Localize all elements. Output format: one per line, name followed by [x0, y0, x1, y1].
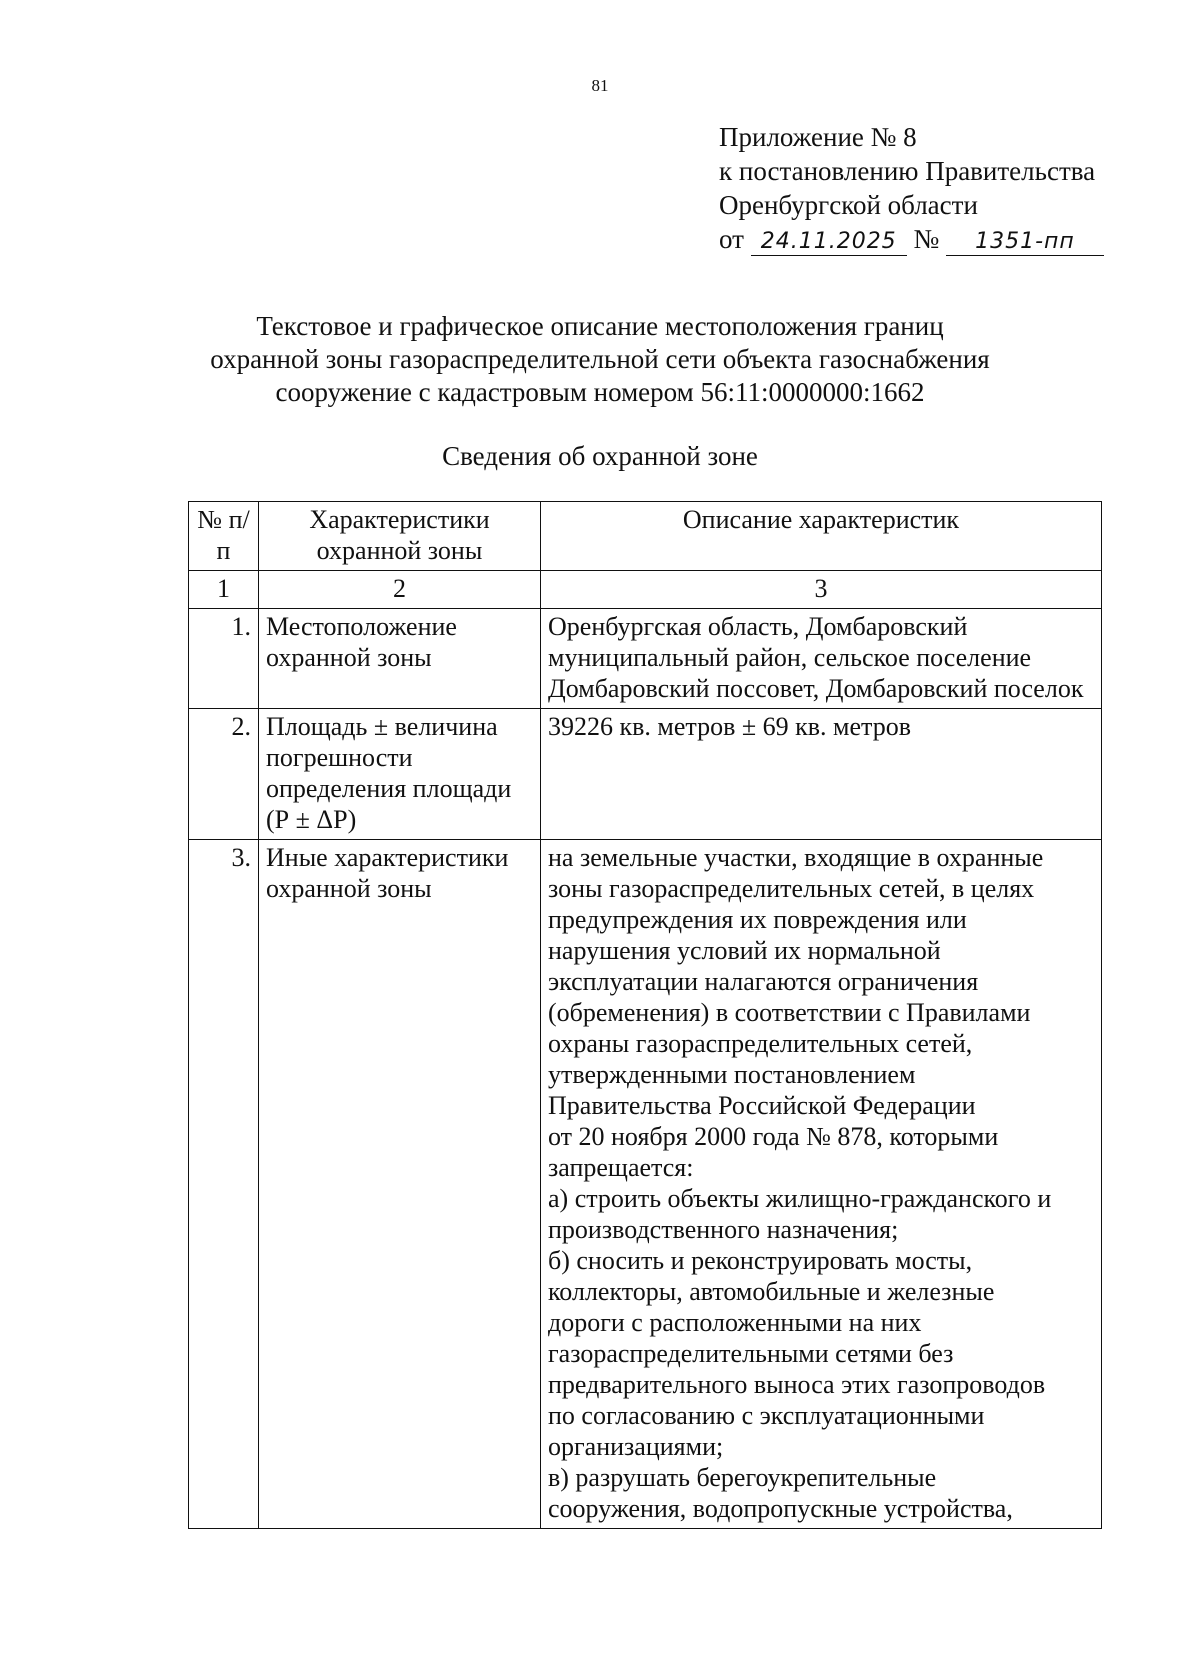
- description-line: нарушения условий их нормальной: [548, 936, 941, 965]
- description-line: в) разрушать берегоукрепительные: [548, 1463, 937, 1492]
- row-description: [541, 840, 1102, 1529]
- handwritten-date: 24.11.2025: [751, 229, 907, 256]
- header-description: Описание характеристик: [541, 502, 1102, 571]
- description-line: Правительства Российской Федерации: [548, 1091, 976, 1120]
- section-subtitle: Сведения об охранной зоне: [442, 441, 758, 471]
- appendix-line-2: к постановлению Правительства: [719, 156, 1096, 186]
- description-line: предупреждения их повреждения или: [548, 905, 967, 934]
- row-characteristic: Иные характеристики охранной зоны: [259, 840, 541, 1529]
- row-number: 1.: [189, 609, 259, 709]
- date-prefix: от: [719, 224, 744, 254]
- header-number: № п/п: [189, 502, 259, 571]
- description-line: предварительного выноса этих газопроводов: [548, 1370, 1046, 1399]
- document-title: [0, 310, 1200, 409]
- description-line: коллекторы, автомобильные и железные: [548, 1277, 995, 1306]
- title-line-3: сооружение с кадастровым номером 56:11:0000000:1662: [275, 377, 925, 407]
- index-cell: 1: [189, 571, 259, 609]
- table-index-row: [189, 571, 1102, 609]
- handwritten-number: 1351-пп: [946, 229, 1104, 256]
- description-line: газораспределительными сетями без: [548, 1339, 954, 1368]
- description-line: производственного назначения;: [548, 1215, 899, 1244]
- index-cell: 2: [259, 571, 541, 609]
- header-characteristics: Характеристики охранной зоны: [259, 502, 541, 571]
- description-line: охраны газораспределительных сетей,: [548, 1029, 973, 1058]
- description-line: (обременения) в соответствии с Правилами: [548, 998, 1031, 1027]
- description-line: дороги с расположенными на них: [548, 1308, 922, 1337]
- row-number: 3.: [189, 840, 259, 1529]
- number-prefix: №: [913, 224, 940, 254]
- description-line: на земельные участки, входящие в охранные: [548, 843, 1044, 872]
- description-line: эксплуатации налагаются ограничения: [548, 967, 979, 996]
- table-row: [189, 709, 1102, 840]
- title-line-2: охранной зоны газораспределительной сети объекта газоснабжения: [210, 344, 990, 374]
- row-number: 2.: [189, 709, 259, 840]
- description-line: зоны газораспределительных сетей, в целях: [548, 874, 1035, 903]
- page-number: 81: [591, 76, 609, 95]
- description-line: запрещается:: [548, 1153, 694, 1182]
- appendix-date-line: [719, 222, 1104, 256]
- description-line: по согласованию с эксплуатационными: [548, 1401, 985, 1430]
- index-cell: 3: [541, 571, 1102, 609]
- description-line: утвержденными постановлением: [548, 1060, 916, 1089]
- table-row: [189, 609, 1102, 709]
- description-line: от 20 ноября 2000 года № 878, которыми: [548, 1122, 999, 1151]
- appendix-title: Приложение № 8: [719, 122, 917, 152]
- row-characteristic: Площадь ± величина погрешности определения площади (Р ± ΔР): [259, 709, 541, 840]
- title-line-1: Текстовое и графическое описание местоположения границ: [256, 311, 944, 341]
- zone-info-table: [188, 501, 1102, 1529]
- table-row: [189, 840, 1102, 1529]
- description-line: б) сносить и реконструировать мосты,: [548, 1246, 973, 1275]
- row-description: 39226 кв. метров ± 69 кв. метров: [541, 709, 1102, 840]
- description-line: организациями;: [548, 1432, 724, 1461]
- row-description: Оренбургская область, Домбаровский муниципальный район, сельское поселение Домбаровский поссовет, Домбаровский поселок: [541, 609, 1102, 709]
- row-characteristic: Местоположение охранной зоны: [259, 609, 541, 709]
- appendix-line-3: Оренбургской области: [719, 190, 978, 220]
- description-line: а) строить объекты жилищно-гражданского и: [548, 1184, 1052, 1213]
- description-line: сооружения, водопропускные устройства,: [548, 1494, 1013, 1523]
- table-header-row: [189, 502, 1102, 571]
- appendix-block: [719, 120, 1104, 256]
